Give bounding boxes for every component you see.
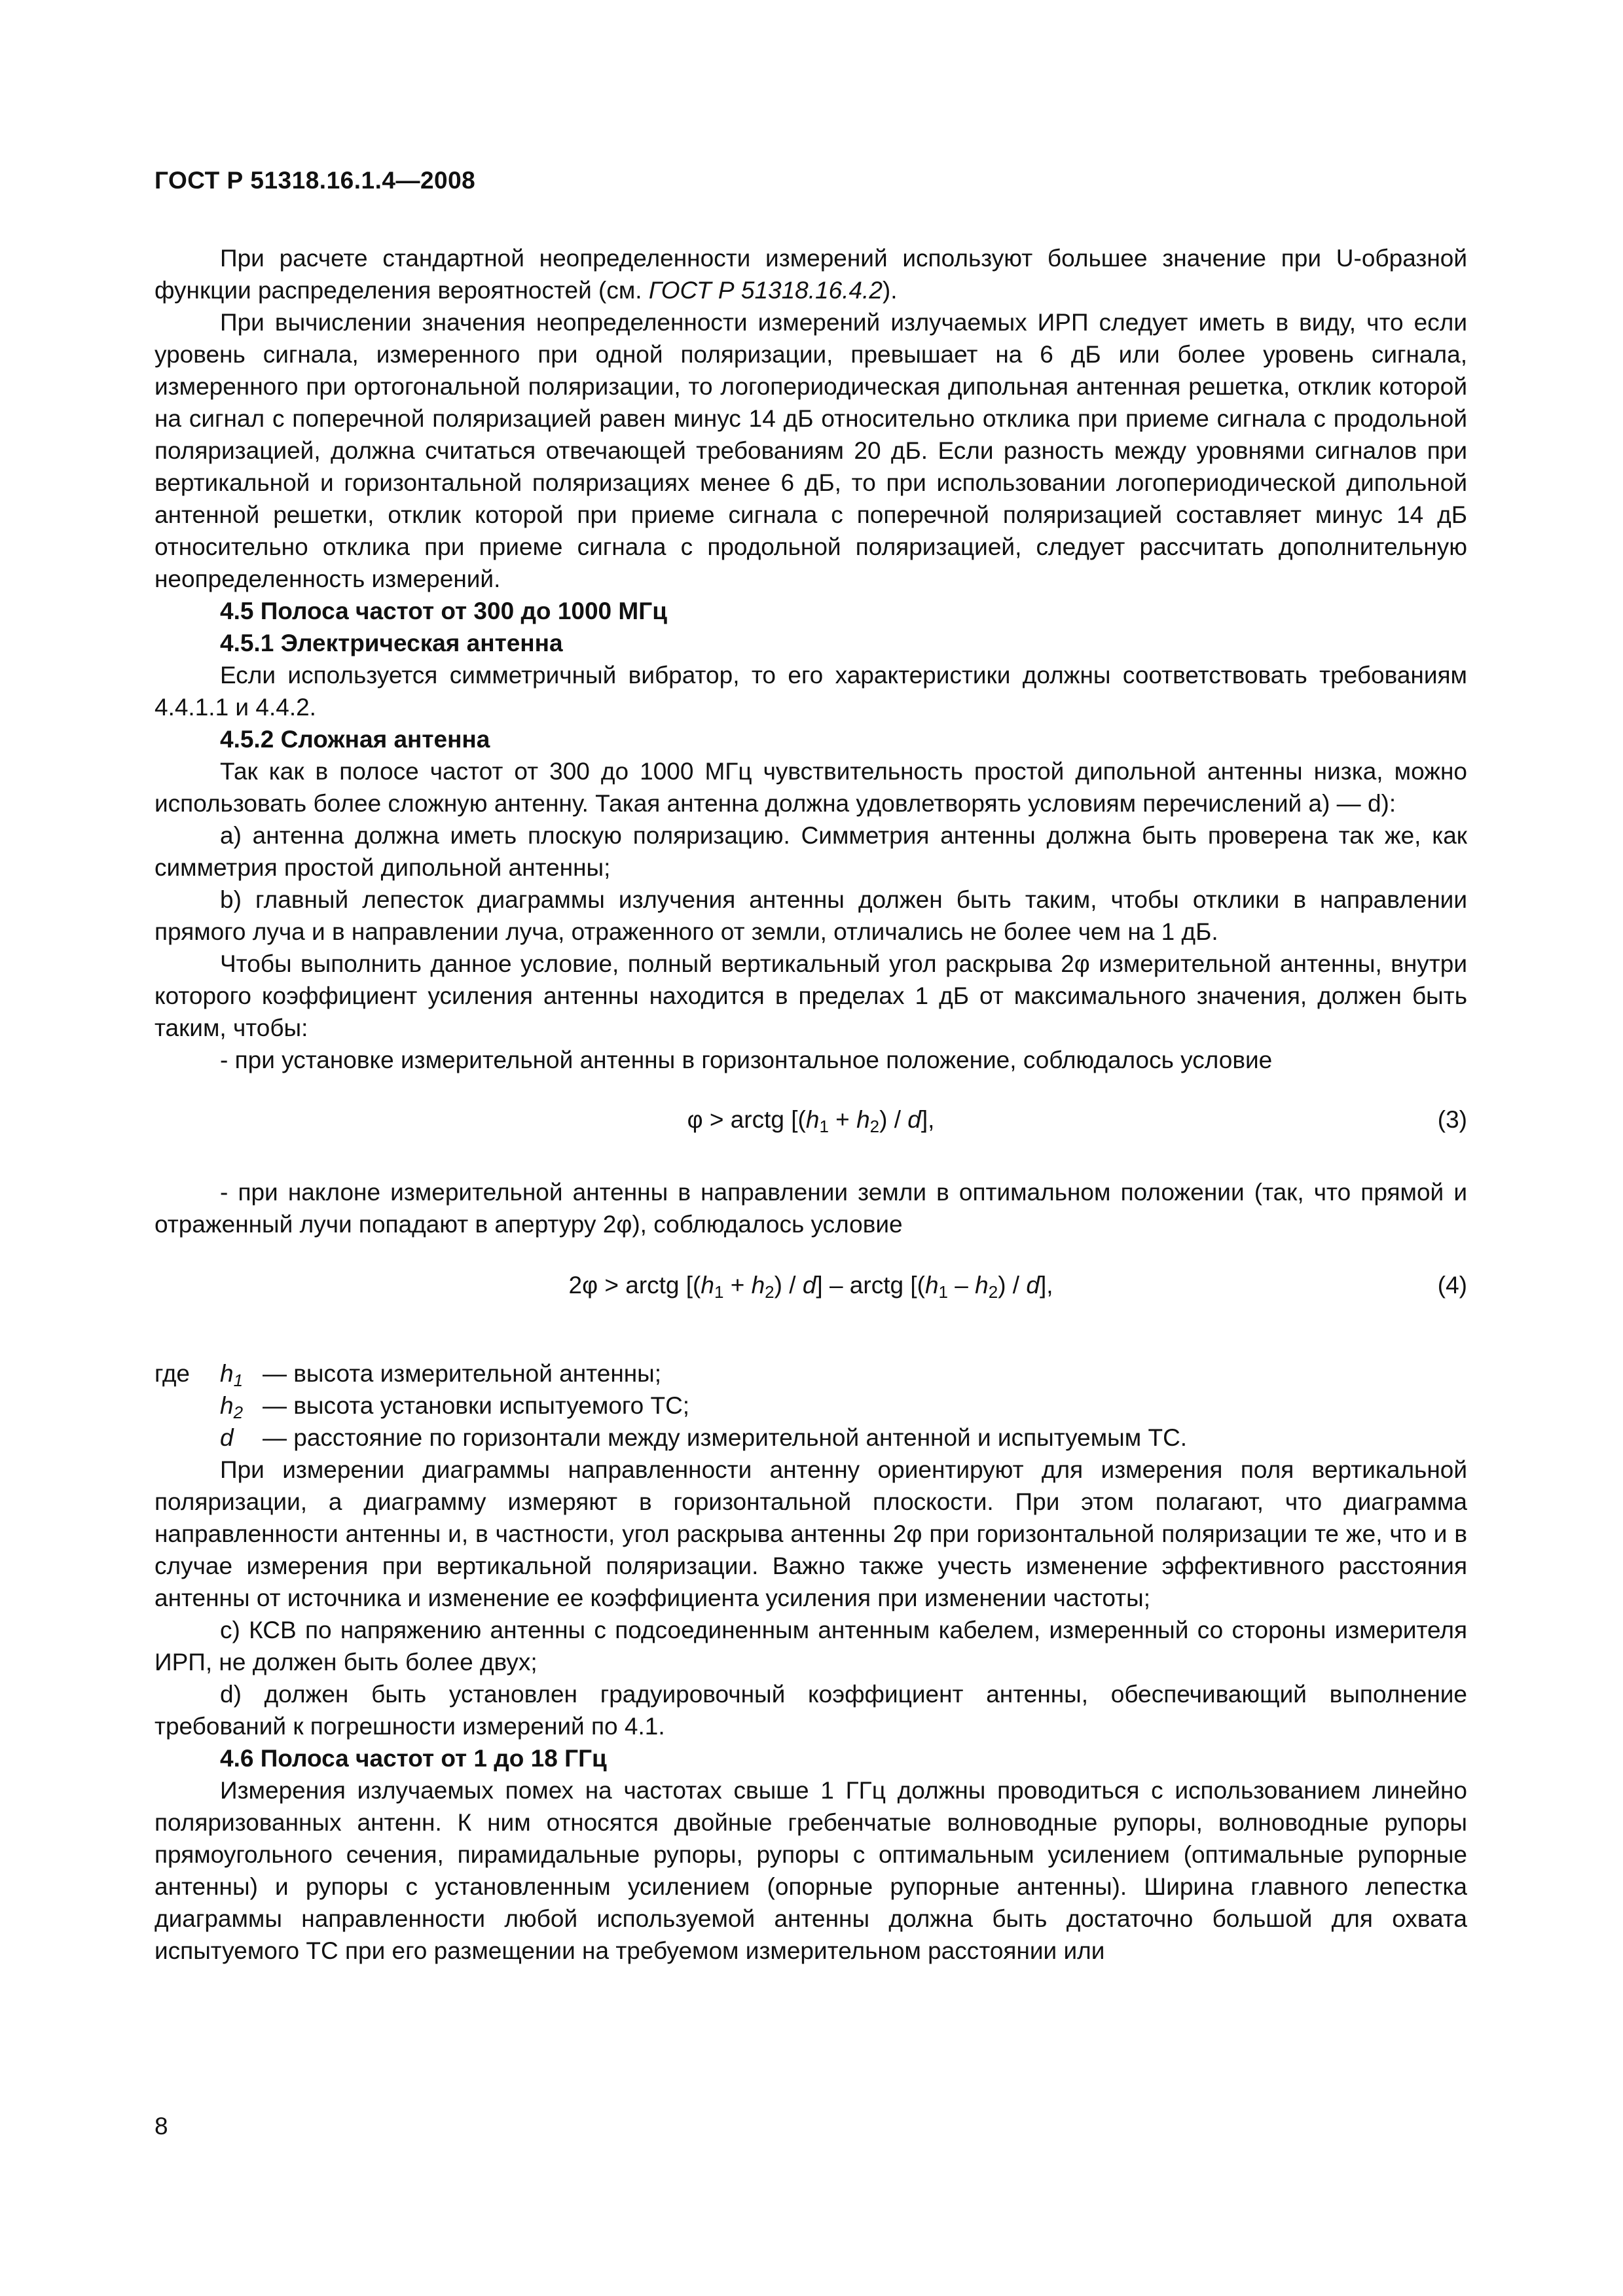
section-heading-4-5: 4.5 Полоса частот от 300 до 1000 МГц	[220, 598, 667, 624]
paragraph: При измерении диаграммы направленности антенну ориентируют для измерения поля вертикальной поляризации, а диаграмму измеряют в горизонтальной плоскости. При этом полагают, что диаграмма направленности антенны и, в частности, угол раскрыва антенны 2φ при горизонтальной поляризации те же, что и в случае измерения при вертикальной поляризации. Важно также учесть изменение эффективного расстояния антенны от источника и изменение ее коэффициента усиления при изменении частоты;	[155, 1456, 1467, 1611]
paragraph: При вычислении значения неопределенности измерений излучаемых ИРП следует иметь в виду, что если уровень сигнала, измеренного при одной поляризации, превышает на 6 дБ или более уровень сигнала, измеренного при ортогональной поляризации, то логопериодическая дипольная антенная решетка, отклик которой на сигнал с поперечной поляризацией равен минус 14 дБ относительно отклика при приеме сигнала с продольной поляризацией, должна считаться отвечающей требованиям 20 дБ. Если разность между уровнями сигналов при вертикальной и горизонтальной поляризациях менее 6 дБ, то при использовании логопериодической дипольной антенной решетки, отклик которой при приеме сигнала с поперечной поляризацией составляет минус 14 дБ относительно отклика при приеме сигнала с продольной поляризацией, следует рассчитать дополнительную неопределенность измерений.	[155, 309, 1467, 592]
paragraph: Чтобы выполнить данное условие, полный вертикальный угол раскрыва 2φ измерительной антенны, внутри которого коэффициент усиления антенны находится в пределах 1 дБ от максимального значения, должен быть таким, чтобы:	[155, 950, 1467, 1041]
paragraph: - при наклоне измерительной антенны в направлении земли в оптимальном положении (так, что прямой и отраженный лучи попадают в апертуру 2φ), соблюдалось условие	[155, 1179, 1467, 1238]
document-header: ГОСТ Р 51318.16.1.4—2008	[155, 167, 476, 194]
standard-reference: ГОСТ Р 51318.16.4.2	[648, 277, 883, 304]
formula-4-number: (4)	[1437, 1272, 1467, 1299]
legend-row-h1: где $h_1$ — высота измерительной антенны;	[155, 1360, 662, 1390]
formula-4-expression: 2φ > arctg $[(h_1 + h_2) / d]$ – arctg $[(h_1 - h_2) / d]$,	[568, 1272, 1053, 1302]
list-item-c: c) КСВ по напряжению антенны с подсоединенным антенным кабелем, измеренный со стороны измерителя ИРП, не должен быть более двух;	[155, 1617, 1467, 1676]
paragraph: - при установке измерительной антенны в горизонтальное положение, соблюдалось условие	[220, 1047, 1273, 1073]
legend-row-h2: $h_2$ — высота установки испытуемого ТС;	[220, 1392, 690, 1422]
page-number: 8	[155, 2113, 168, 2140]
variable-legend	[155, 1357, 1467, 1454]
formula-4	[155, 1269, 1467, 1301]
list-item-a: a) антенна должна иметь плоскую поляризацию. Симметрия антенны должна быть проверена так же, как симметрия простой дипольной антенны;	[155, 822, 1467, 881]
section-heading-4-6: 4.6 Полоса частот от 1 до 18 ГГц	[220, 1745, 607, 1772]
paragraph: Так как в полосе частот от 300 до 1000 МГц чувствительность простой дипольной антенны низка, можно использовать более сложную антенну. Такая антенна должна удовлетворять условиям перечислений a) — d):	[155, 758, 1467, 817]
paragraph: Измерения излучаемых помех на частотах свыше 1 ГГц должны проводиться с использованием линейно поляризованных антенн. К ним относятся двойные гребенчатые волноводные рупоры, волноводные рупоры прямоугольного сечения, пирамидальные рупоры, рупоры с оптимальным усилением (оптимальные рупорные антенны) и рупоры с установленным усилением (опорные рупорные антенны). Ширина главного лепестка диаграммы направленности любой используемой антенны должна быть достаточно большой для охвата испытуемого ТС при его размещении на требуемом измерительном расстоянии или	[155, 1777, 1467, 1964]
section-heading-4-5-1: 4.5.1 Электрическая антенна	[220, 630, 563, 656]
paragraph: При расчете стандартной неопределенности измерений используют большее значение при U-образной функции распределения вероятностей (см. ГОСТ Р 51318.16.4.2).	[155, 245, 1467, 304]
paragraph: Если используется симметричный вибратор, то его характеристики должны соответствовать требованиям 4.4.1.1 и 4.4.2.	[155, 662, 1467, 721]
formula-3	[155, 1103, 1467, 1136]
section-heading-4-5-2: 4.5.2 Сложная антенна	[220, 726, 490, 753]
legend-row-d: d — расстояние по горизонтали между измерительной антенной и испытуемым ТС.	[220, 1424, 1188, 1451]
document-body	[155, 242, 1467, 1967]
formula-3-expression: φ > arctg $[(h_1 + h_2) / d]$,	[687, 1106, 935, 1136]
formula-3-number: (3)	[1437, 1106, 1467, 1133]
list-item-d: d) должен быть установлен градуировочный коэффициент антенны, обеспечивающий выполнение требований к погрешности измерений по 4.1.	[155, 1681, 1467, 1740]
list-item-b: b) главный лепесток диаграммы излучения антенны должен быть таким, чтобы отклики в направлении прямого луча и в направлении луча, отраженного от земли, отличались не более чем на 1 дБ.	[155, 886, 1467, 945]
